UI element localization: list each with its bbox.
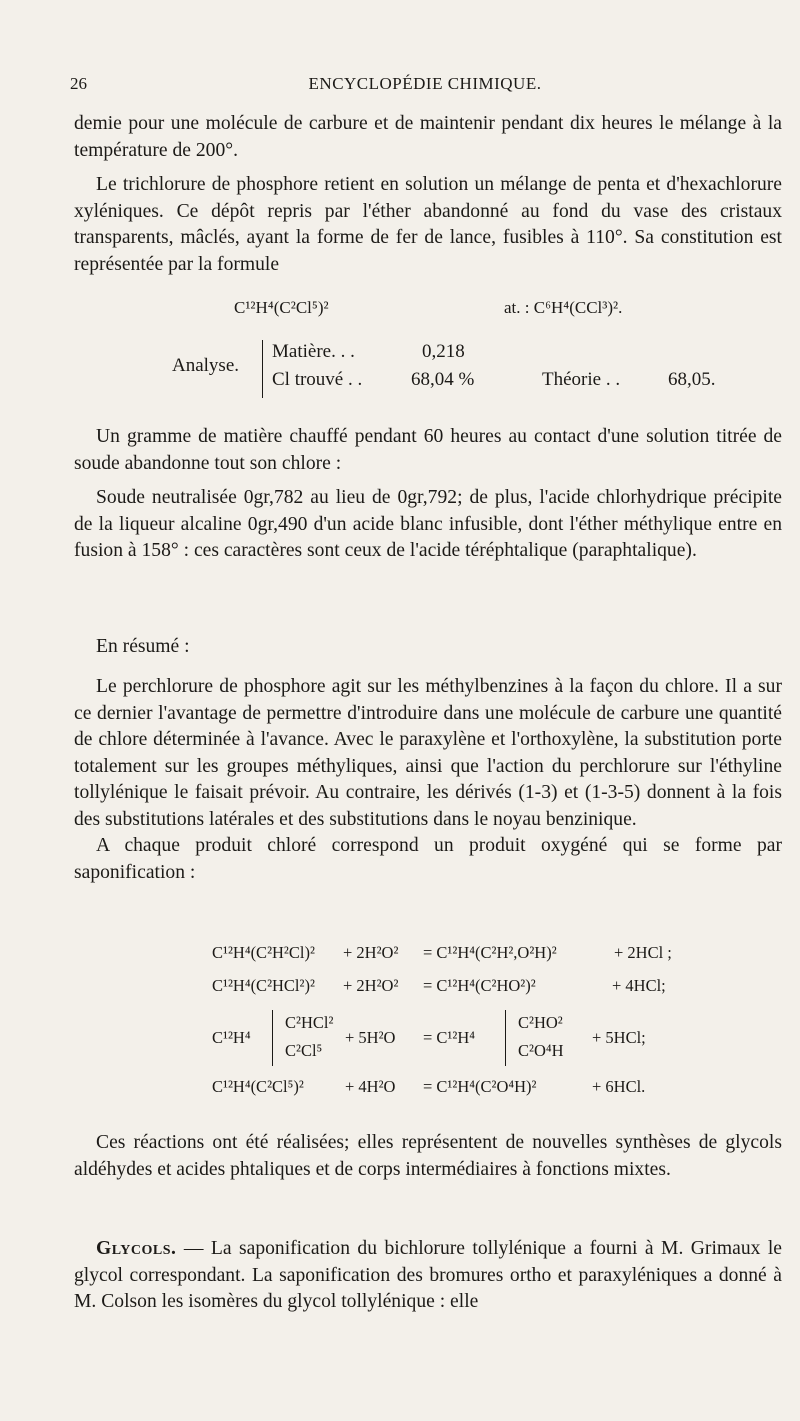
eq1-product: = C¹²H⁴(C²H²,O²H)² bbox=[423, 943, 557, 962]
eq1-reactant: C¹²H⁴(C²H²Cl)² bbox=[212, 943, 315, 962]
page-number: 26 bbox=[70, 74, 87, 93]
eq2-acid: + 4HCl; bbox=[612, 976, 666, 995]
paragraph-9 bbox=[74, 1236, 782, 1316]
eq4-reactant: C¹²H⁴(C²Cl⁵)² bbox=[212, 1077, 304, 1096]
eq3-sub-top: C²HCl² bbox=[285, 1013, 334, 1032]
body-block-4 bbox=[74, 674, 782, 886]
eq2-product: = C¹²H⁴(C²HO²)² bbox=[423, 976, 536, 995]
eq3-sub-bottom: C²Cl⁵ bbox=[285, 1041, 323, 1060]
paragraph-2: Le trichlorure de phosphore retient en solution un mélange de penta et d'hexachlorure xyléniques. Ce dépôt repris par l'éther abandonné au fond du vase des cristaux transparents, mâclés, ayant la forme de fer de lance, fusibles à 110°. Sa constitution est représentée par la formule bbox=[74, 174, 782, 275]
body-block-1 bbox=[74, 111, 782, 278]
analysis-row2-value: 68,04 % bbox=[411, 369, 475, 390]
body-block-6 bbox=[74, 1236, 782, 1316]
paragraph-3: Un gramme de matière chauffé pendant 60 heures au contact d'une solution titrée de soude abandonne tout son chlore : bbox=[74, 426, 782, 474]
paragraph-4: Soude neutralisée 0gr,782 au lieu de 0gr,792; de plus, l'acide chlorhydrique précipite de la liqueur alcaline 0gr,490 d'un acide blanc infusible, dont l'éther méthylique entre en fusion à 158° : ces caractères sont ceux de l'acide téréphtalique (paraphtalique). bbox=[74, 487, 782, 561]
analysis-bracket bbox=[262, 340, 263, 398]
paragraph-6: Le perchlorure de phosphore agit sur les méthylbenzines à la façon du chlore. Il a sur ce dernier l'avantage de permettre d'introduire dans une molécule de carbure une quantité de chlore déterminée à l'avance. Avec le paraxylène et l'orthoxylène, la substitution porte totalement sur les groupes méthyliques, ainsi que l'action du perchlorure sur l'éthyline tollylénique le faisait prévoir. Au contraire, les dérivés (1-3) et (1-3-5) donnent à la fois des substitutions latérales et des substitutions dans le noyau benzinique. bbox=[74, 676, 782, 830]
eq3-bracket-right bbox=[505, 1010, 506, 1066]
running-title: ENCYCLOPÉDIE CHIMIQUE. bbox=[308, 74, 542, 93]
body-block-5 bbox=[74, 1130, 782, 1183]
paragraph-5: En résumé : bbox=[96, 636, 190, 657]
eq4-product: = C¹²H⁴(C²O⁴H)² bbox=[423, 1077, 537, 1096]
eq3-core: C¹²H⁴ bbox=[212, 1028, 251, 1047]
eq1-acid: + 2HCl ; bbox=[614, 943, 672, 962]
analysis-label: Analyse. bbox=[172, 355, 240, 376]
equation-2 bbox=[0, 976, 800, 1000]
equation-4 bbox=[0, 1077, 800, 1101]
eq2-reactant: C¹²H⁴(C²HCl²)² bbox=[212, 976, 315, 995]
equation-3 bbox=[0, 1010, 800, 1074]
body-block-2 bbox=[74, 424, 782, 565]
eq2-water: + 2H²O² bbox=[343, 976, 399, 995]
formula-right: at. : C⁶H⁴(CCl³)². bbox=[504, 298, 623, 317]
running-header bbox=[70, 74, 780, 98]
paragraph-9-text: — La saponification du bichlorure tollylénique a fourni à M. Grimaux le glycol correspondant. La saponification des bromures ortho et paraxyléniques a donné à M. Colson les isomères du glycol tollylénique : elle bbox=[74, 1238, 782, 1312]
analysis-theory-value: 68,05. bbox=[668, 369, 716, 390]
eq4-acid: + 6HCl. bbox=[592, 1077, 646, 1096]
eq3-acid: + 5HCl; bbox=[592, 1028, 646, 1047]
paragraph-1: demie pour une molécule de carbure et de maintenir pendant dix heures le mélange à la température de 200°. bbox=[74, 113, 782, 161]
paragraph-8: Ces réactions ont été réalisées; elles représentent de nouvelles synthèses de glycols aldéhydes et acides phtaliques et de corps intermédiaires à fonctions mixtes. bbox=[74, 1132, 782, 1180]
analysis-row1-name: Matière. . . bbox=[272, 341, 355, 362]
paragraph-7: A chaque produit chloré correspond un produit oxygéné qui se forme par saponification : bbox=[74, 835, 782, 883]
equation-1 bbox=[0, 943, 800, 967]
eq3-water: + 5H²O bbox=[345, 1028, 396, 1047]
formula-left: C¹²H⁴(C²Cl⁵)² bbox=[234, 298, 329, 317]
eq3-sub-bottom2: C²O⁴H bbox=[518, 1041, 564, 1060]
analysis-row2-name: Cl trouvé . . bbox=[272, 369, 363, 390]
analysis-row1-value: 0,218 bbox=[422, 341, 465, 362]
eq1-water: + 2H²O² bbox=[343, 943, 399, 962]
analysis-theory-label: Théorie . . bbox=[542, 369, 621, 390]
body-block-3 bbox=[74, 634, 782, 661]
eq3-bracket-left bbox=[272, 1010, 273, 1066]
section-heading-glycols: Glycols. bbox=[96, 1238, 177, 1259]
eq3-product-core: = C¹²H⁴ bbox=[423, 1028, 475, 1047]
eq4-water: + 4H²O bbox=[345, 1077, 396, 1096]
eq3-sub-top2: C²HO² bbox=[518, 1013, 563, 1032]
